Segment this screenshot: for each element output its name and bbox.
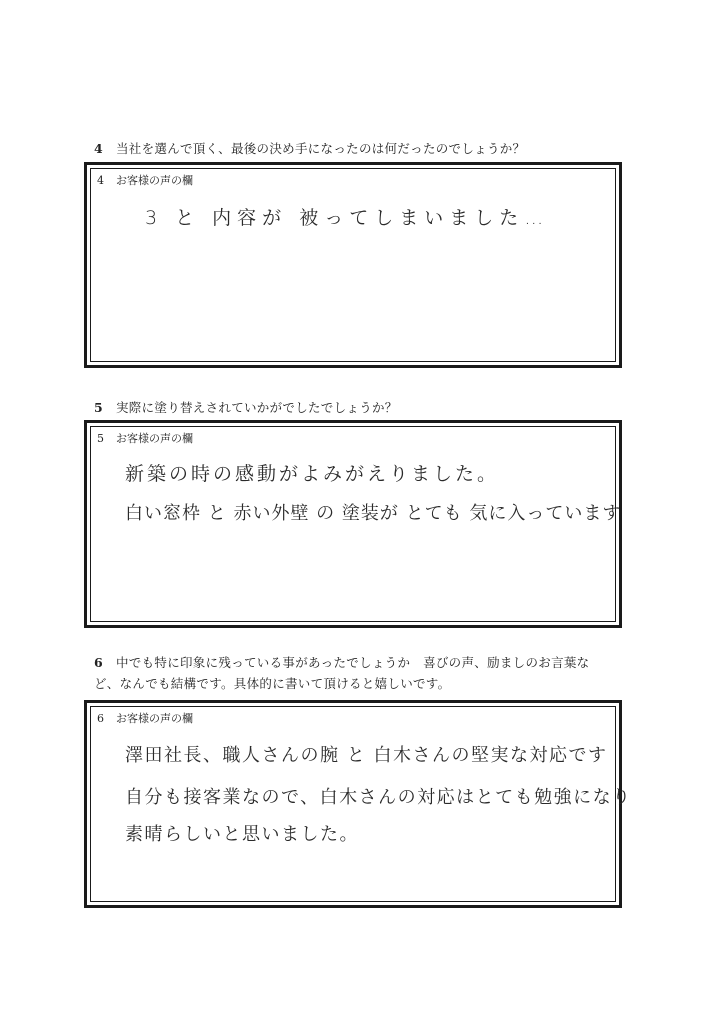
question-text-line-2: ど、なんでも結構です。具体的に書いて頂けると嬉しいです。 <box>94 676 451 691</box>
box-label <box>97 710 193 726</box>
box-label-text: お客様の声の欄 <box>116 712 193 725</box>
question-text: 実際に塗り替えされていかがでしたでしょうか？ <box>116 400 398 415</box>
question-number: 4 <box>94 141 103 156</box>
handwritten-answer-line: 澤田社長、職人さんの腕 と 白木さんの堅実な対応です <box>125 745 608 766</box>
answer-box-5 <box>84 420 622 628</box>
box-number: 6 <box>97 712 104 725</box>
box-number: 5 <box>97 432 104 445</box>
handwritten-answer-line: 新築の時の感動がよみがえりました。 <box>125 463 500 485</box>
box-label <box>97 430 193 446</box>
handwritten-answer-line: 白い窓枠 と 赤い外壁 の 塗装が とても 気に入っています <box>125 503 622 524</box>
question-text-line-1: 中でも特に印象に残っている事があったでしょうか 喜びの声、励ましのお言葉な <box>116 655 590 670</box>
answer-box-6 <box>84 700 632 908</box>
box-number: 4 <box>97 174 104 187</box>
question-number: 6 <box>94 655 103 670</box>
handwritten-answer-line: 自分も接客業なので、白木さんの対応はとても勉強になり <box>125 787 632 808</box>
question-6 <box>86 652 646 694</box>
box-label-text: お客様の声の欄 <box>116 432 193 445</box>
question-number: 5 <box>94 400 103 415</box>
question-4 <box>86 138 646 159</box>
question-text: 当社を選んで頂く、最後の決め手になったのは何だったのでしょうか？ <box>116 141 526 156</box>
answer-box-4 <box>84 162 622 368</box>
question-5 <box>86 397 646 418</box>
handwritten-answer-line: 素晴らしいと思いました。 <box>125 824 359 845</box>
handwritten-answer-line: 3 と 内容が 被ってしまいました… <box>145 207 550 229</box>
box-label <box>97 172 193 188</box>
box-label-text: お客様の声の欄 <box>116 174 193 187</box>
